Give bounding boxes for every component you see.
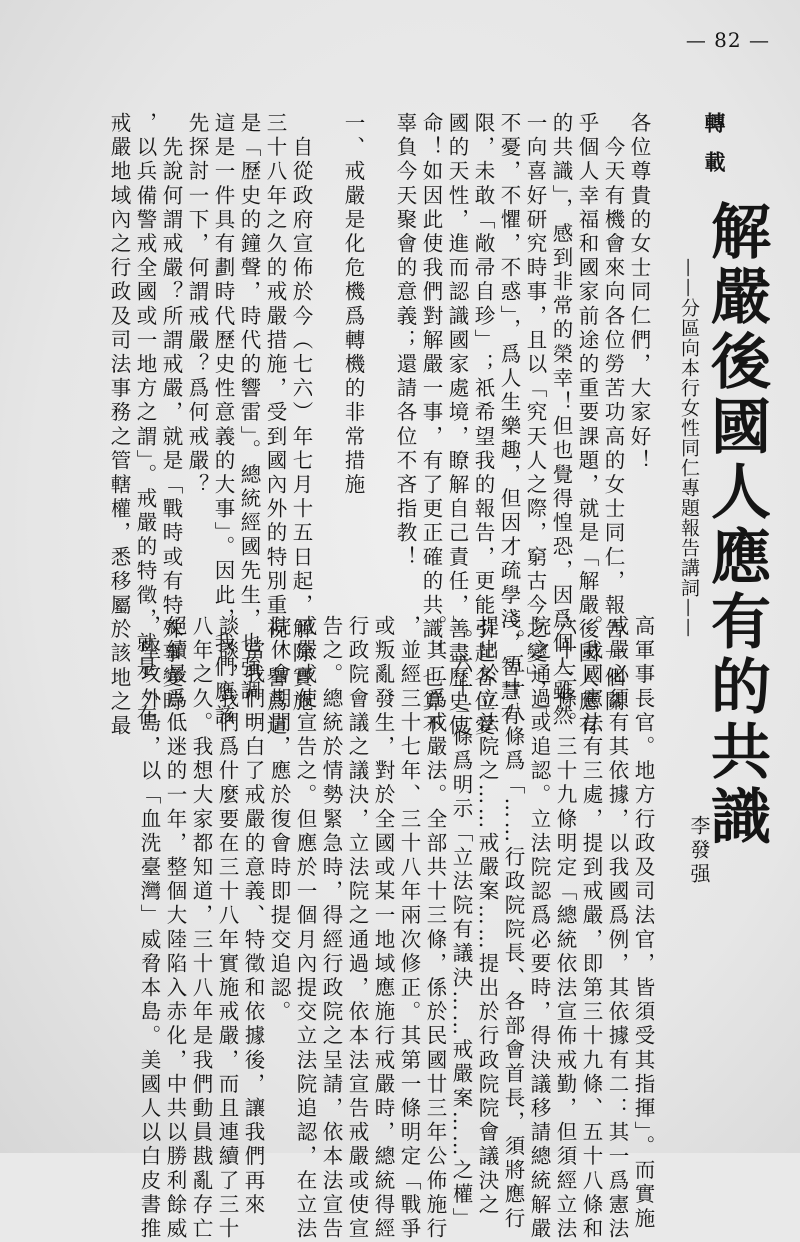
- text-column: 先說何謂戒嚴？所謂戒嚴，就是「戰時或有特殊事變時: [159, 112, 183, 715]
- text-column: 自從政府宣佈於今（七六）年七月十五日起，解除實施: [289, 112, 313, 715]
- article-title: 解嚴後國人應有的共識: [701, 200, 771, 850]
- text-column: 院之通過或追認。立法院認爲必要時，得決議移請總統解嚴: [527, 615, 551, 1242]
- text-column: ，並經三十七年、三十八年兩次修正。其第一條明定「戰爭: [397, 615, 421, 1242]
- text-column: 先探討一下，何謂戒嚴？爲何戒嚴？: [185, 112, 209, 498]
- text-column: 命！如因此使我們對解嚴一事，有了更正確的共識，也算不: [419, 112, 443, 739]
- text-column: 或叛亂發生，對於全國或某一地域應施行戒嚴時，總統得經: [371, 615, 395, 1242]
- section-heading: 一、戒嚴是化危機爲轉機的非常措施: [341, 112, 365, 498]
- text-column: 當我們明白了戒嚴的意義、特徵和依據後，讓我們再來: [241, 615, 265, 1218]
- author-name: 李發强: [687, 815, 711, 887]
- text-column: 談談，我們爲什麼要在三十八年實施戒嚴，而且連續了三十: [215, 615, 239, 1242]
- text-column: ，堅攻外島，以「血洗臺灣」威脅本島。美國人以白皮書推: [137, 615, 161, 1242]
- text-column: 絕續最爲低迷的一年，整個大陸陷入赤化，中共以勝利餘威: [163, 615, 187, 1242]
- text-column: 。其二爲戒嚴法。全部共十三條，係於民國廿三年公佈施行: [423, 615, 447, 1242]
- text-column: 一向喜好研究時事，且以「究天人之際，窮古今之變」，「: [523, 112, 547, 719]
- text-column: 各位尊貴的女士同仁們，大家好！: [627, 112, 651, 474]
- text-column: 」。五十八條爲「……行政院院長、各部會首長，須將應行: [501, 615, 525, 1232]
- text-column: 。我國憲法有三處，提到戒嚴，即第三十九條、五十八條和: [579, 615, 603, 1242]
- text-column: 這是一件具有劃時代歷史性意義的大事」。因此，我們應該: [211, 112, 235, 729]
- text-column: 國的天性，進而認識國家處境，瞭解自己責任，善盡歷史使: [445, 112, 469, 739]
- text-column: 辜負今天聚會的意義；還請各位不吝指教！: [393, 112, 417, 570]
- text-column: 提出於立法院之……戒嚴案……提出於行政院院會議決之: [475, 615, 499, 1218]
- text-column: 高軍事長官。地方行政及司法官，皆須受其指揮」。而實施: [631, 615, 655, 1232]
- article-subtitle: ——分區向本行女性同仁專題報告講詞——: [678, 258, 700, 638]
- page-number: — 82 —: [685, 28, 770, 52]
- text-column: ，以兵備警戒全國或一地方之謂」。戒嚴的特徵，就是「在: [133, 112, 157, 729]
- text-column: 乎個人幸福和國家前途的重要課題，就是「解嚴後國人應有: [575, 112, 599, 739]
- text-column: 限，未敢「敞帚自珍」；祇希望我的報告，更能引起各位愛: [471, 112, 495, 739]
- text-column: 今天有機會來向各位勞苦功高的女士同仁，報告一個關: [601, 112, 625, 715]
- text-column: 院休會期間，應於復會時即提交追認。: [267, 615, 291, 1025]
- text-column: 」。六十三條爲明示「立法院有議決……戒嚴案……之權」: [449, 615, 473, 1232]
- text-column: [366, 112, 392, 602]
- text-column: [314, 112, 340, 602]
- text-column: 戒嚴或使宣告之。但應於一個月內提交立法院追認，在立法: [293, 615, 317, 1242]
- text-column: 行政院會議之議決，立法院之通過，依本法宣告戒嚴或使宣: [345, 615, 369, 1242]
- text-column: 三十八年之久的戒嚴措施，受到國內外的特別重視，譽爲這: [263, 112, 287, 739]
- text-column: 是「歷史的鐘聲，時代的響雷」。總統經國先生，也強調「: [237, 112, 261, 729]
- text-column: 的共識」，感到非常的榮幸！但也覺得惶恐，因爲個人雖然: [549, 112, 573, 729]
- text-column: 不憂，不懼，不惑」，爲人生樂趣，但因才疏學淺，智慧有: [497, 112, 521, 729]
- text-column: 告之。總統於情勢緊急時，得經行政院之呈請，依本法宣告: [319, 615, 343, 1242]
- text-column: 六十三條。三十九條明定「總統依法宣佈戒勤，但須經立法: [553, 615, 577, 1242]
- text-column: 八年之久。我想大家都知道，三十八年是我們動員戡亂存亡: [189, 615, 213, 1242]
- text-column: 戒嚴地域內之行政及司法事務之管轄權，悉移屬於該地之最: [107, 112, 131, 739]
- section-label: 轉載: [702, 112, 727, 190]
- text-column: 戒嚴必須有其依據，以我國爲例，其依據有二：其一爲憲法: [605, 615, 629, 1242]
